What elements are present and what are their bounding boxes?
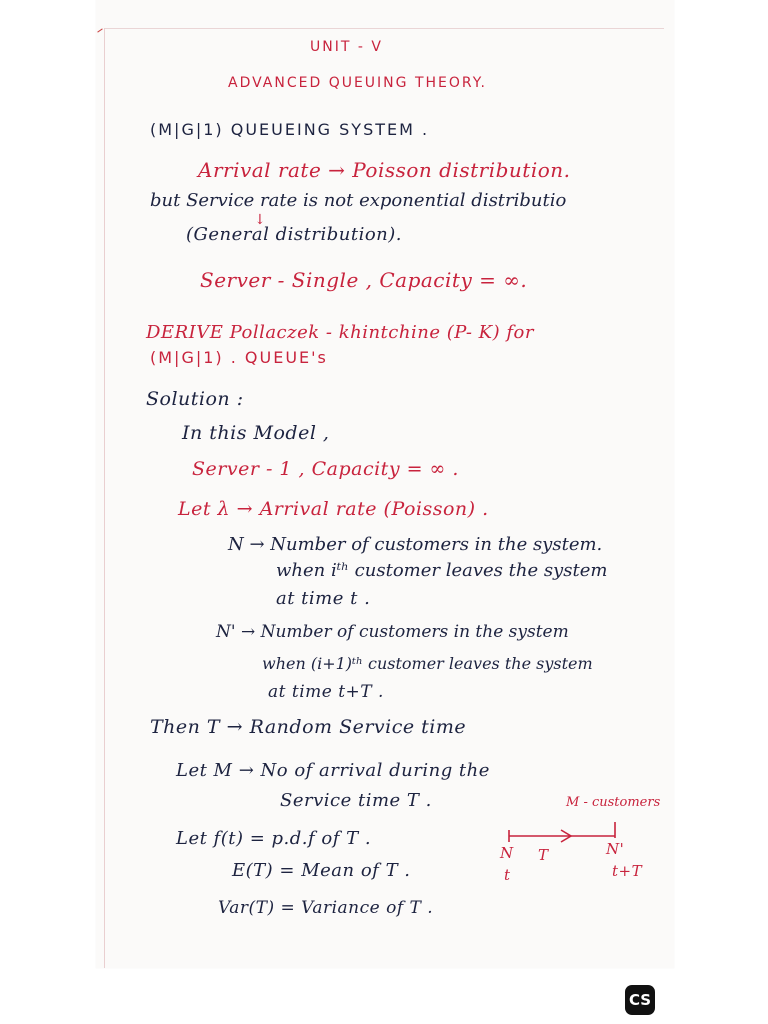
arrival-line: Arrival rate → Poisson distribution.	[198, 158, 571, 182]
nprime-definition-3: at time t+T .	[268, 682, 384, 702]
derive-line-1: DERIVE Pollaczek - khintchine (P- K) for	[146, 322, 534, 343]
m-customers-label: M - customers	[566, 795, 661, 810]
derive-line-2: (M|G|1) . QUEUE's	[150, 348, 328, 367]
let-lambda-line: Let λ → Arrival rate (Poisson) .	[178, 498, 489, 520]
but-service-line: but Service rate is not exponential distributio	[150, 190, 567, 211]
server-one-line: Server - 1 , Capacity = ∞ .	[192, 458, 459, 480]
let-f-line: Let f(t) = p.d.f of T .	[176, 828, 372, 849]
camscanner-logo: CS	[625, 985, 655, 1015]
diagram-nprime-label: N'	[606, 840, 625, 858]
then-line: Then T → Random Service time	[150, 716, 467, 738]
diagram-n-label: N	[500, 844, 514, 862]
in-this-model: In this Model ,	[182, 422, 330, 444]
let-m-line-1: Let M → No of arrival during the	[176, 760, 490, 781]
unit-heading: UNIT - V	[310, 39, 383, 55]
let-m-line-2: Service time T .	[280, 790, 432, 811]
arrow-mark: ↓	[254, 212, 266, 228]
general-line: (General distribution).	[186, 224, 403, 245]
server-line: Server - Single , Capacity = ∞.	[200, 268, 528, 292]
n-definition-2: when iᵗʰ customer leaves the system	[276, 560, 608, 581]
n-definition-1: N → Number of customers in the system.	[228, 534, 603, 555]
page-title: ADVANCED QUEUING THEORY.	[228, 75, 487, 91]
nprime-definition-2: when (i+1)ᵗʰ customer leaves the system	[262, 654, 593, 673]
mg1-title: (M|G|1) QUEUEING SYSTEM .	[150, 120, 430, 139]
solution-label: Solution :	[146, 388, 244, 410]
variance-line: Var(T) = Variance of T .	[218, 898, 434, 918]
diagram-t-label: t	[504, 866, 511, 884]
diagram-t-mid-label: T	[538, 846, 549, 864]
nprime-definition-1: N' → Number of customers in the system	[216, 622, 569, 642]
page-margin-line	[104, 28, 105, 968]
mean-line: E(T) = Mean of T .	[232, 860, 411, 881]
diagram-t-plus-T-label: t+T	[612, 862, 643, 880]
n-definition-3: at time t .	[276, 588, 371, 609]
page-top-rule	[104, 28, 664, 29]
